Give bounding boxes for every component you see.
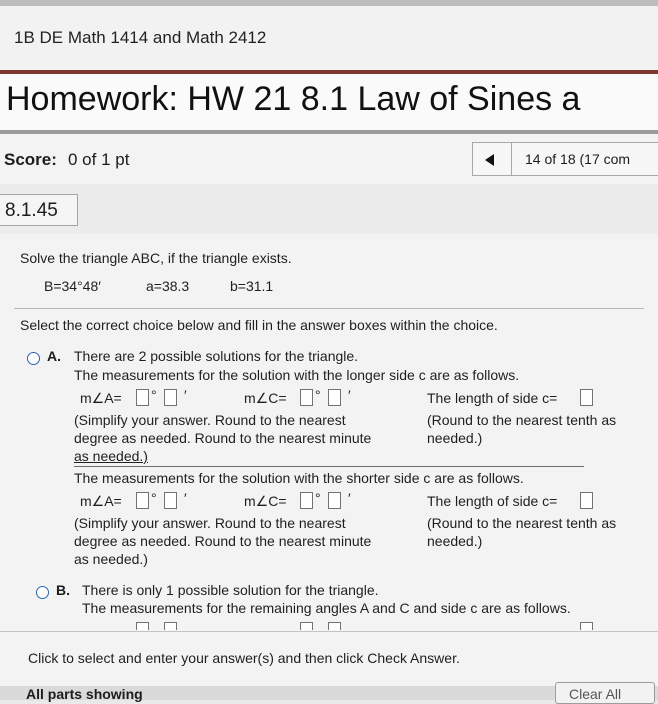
all-parts-showing[interactable]: All parts showing (26, 686, 143, 702)
angle-c-label-shorter: m∠C= (244, 493, 287, 509)
solution-divider (74, 466, 584, 467)
side-c-input-shorter[interactable] (580, 492, 593, 509)
minute-symbol: ′ (348, 490, 351, 506)
minute-symbol: ′ (184, 490, 187, 506)
round-note: (Round to the nearest tenth as (427, 412, 617, 428)
angle-a-degrees-input-shorter[interactable] (136, 492, 149, 509)
choice-a-longer-intro: The measurements for the solution with the longer side c are as follows. (74, 367, 520, 383)
given-side-a: a=38.3 (146, 278, 190, 294)
choice-b-radio[interactable] (36, 586, 49, 599)
simplify-note: as needed.) (74, 551, 148, 567)
course-header (0, 6, 658, 70)
question-position[interactable]: 14 of 18 (17 com (525, 151, 631, 167)
choice-a-shorter-intro: The measurements for the solution with the shorter side c are as follows. (74, 470, 524, 486)
choice-b-label[interactable]: B. (56, 582, 70, 598)
question-content (0, 234, 658, 700)
instruction-text: Select the correct choice below and fill in the answer boxes within the choice. (20, 317, 498, 333)
score-value: 0 of 1 pt (68, 150, 130, 169)
minute-symbol: ′ (348, 387, 351, 403)
simplify-note: as needed.) (74, 448, 148, 464)
choice-a-text: There are 2 possible solutions for the triangle. (74, 348, 359, 364)
choice-b-angle-c-minutes-input[interactable] (328, 622, 341, 630)
choice-b-side-c-input[interactable] (580, 622, 593, 630)
homework-title: Homework: HW 21 8.1 Law of Sines a (6, 80, 581, 118)
degree-symbol: ° (315, 387, 321, 403)
simplify-note: (Simplify your answer. Round to the nearest (74, 412, 346, 428)
angle-a-label-longer: m∠A= (80, 390, 122, 406)
previous-question-icon[interactable] (485, 154, 494, 166)
angle-c-degrees-input-longer[interactable] (300, 389, 313, 406)
simplify-note: degree as needed. Round to the nearest minute (74, 430, 372, 446)
choice-b-text: There is only 1 possible solution for the triangle. (82, 582, 379, 598)
side-c-input-longer[interactable] (580, 389, 593, 406)
degree-symbol: ° (151, 490, 157, 506)
simplify-note: (Simplify your answer. Round to the nearest (74, 515, 346, 531)
divider (14, 308, 644, 309)
course-title: 1B DE Math 1414 and Math 2412 (14, 28, 267, 47)
angle-c-minutes-input-shorter[interactable] (328, 492, 341, 509)
homework-header (0, 74, 658, 130)
question-pager (472, 142, 658, 176)
angle-a-minutes-input-shorter[interactable] (164, 492, 177, 509)
choice-b-intro: The measurements for the remaining angles A and C and side c are as follows. (82, 600, 571, 616)
angle-c-degrees-input-shorter[interactable] (300, 492, 313, 509)
choice-b-angle-c-input[interactable] (300, 622, 313, 630)
round-note: needed.) (427, 430, 483, 446)
choice-b-angle-a-minutes-input[interactable] (164, 622, 177, 630)
question-prompt: Solve the triangle ABC, if the triangle exists. (20, 250, 292, 266)
score-bar (0, 134, 658, 184)
angle-a-degrees-input-longer[interactable] (136, 389, 149, 406)
side-c-label-shorter: The length of side c= (427, 493, 558, 509)
question-number: 8.1.45 (5, 200, 58, 221)
choice-b-angle-a-input[interactable] (136, 622, 149, 630)
angle-a-label-shorter: m∠A= (80, 493, 122, 509)
footer-divider (0, 631, 658, 632)
degree-symbol: ° (315, 490, 321, 506)
round-note: (Round to the nearest tenth as (427, 515, 617, 531)
question-number-box (0, 194, 78, 226)
angle-c-label-longer: m∠C= (244, 390, 287, 406)
degree-symbol: ° (151, 387, 157, 403)
angle-c-minutes-input-longer[interactable] (328, 389, 341, 406)
choice-a-radio[interactable] (27, 352, 40, 365)
score-label: Score: (4, 150, 57, 169)
simplify-note: degree as needed. Round to the nearest minute (74, 533, 372, 549)
clear-all-label: Clear All (569, 686, 622, 702)
angle-a-minutes-input-longer[interactable] (164, 389, 177, 406)
side-c-label-longer: The length of side c= (427, 390, 558, 406)
clear-all-button[interactable] (555, 682, 655, 704)
footer-hint: Click to select and enter your answer(s) and then click Check Answer. (28, 650, 460, 666)
minute-symbol: ′ (184, 387, 187, 403)
question-number-bar (0, 184, 658, 234)
given-angle-b: B=34°48′ (44, 278, 101, 294)
given-side-b: b=31.1 (230, 278, 274, 294)
pager-divider (511, 143, 512, 175)
choice-a-label[interactable]: A. (47, 348, 61, 364)
round-note: needed.) (427, 533, 483, 549)
